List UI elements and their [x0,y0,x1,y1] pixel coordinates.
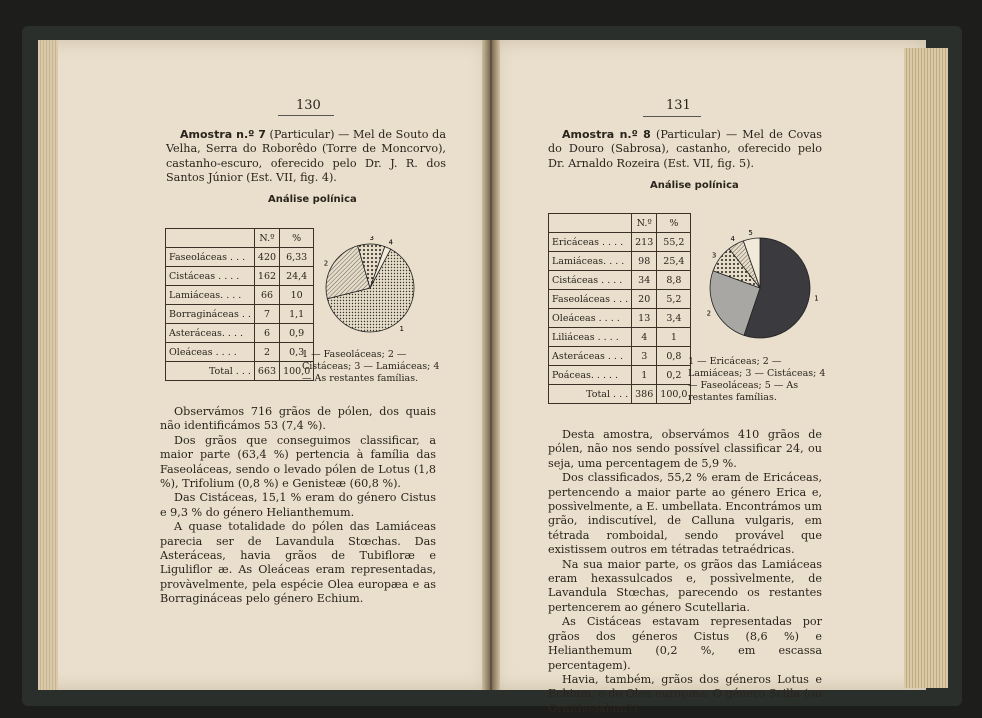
table-header-cell: % [280,229,314,248]
table-cell: 24,4 [280,267,314,286]
table-row [549,290,691,309]
pie-slice-label: 4 [730,235,736,244]
left-page-number-rule [278,115,334,116]
body-paragraph: Dos grãos que conseguimos classificar, a maior parte (63,4 %) pertencia à família das Faseoláceas, sendo o levado pólen de Lotus (1,8 %), Trifolium (0,8 %) e Genisteæ (60,8 %). [160,433,436,491]
table-row [549,252,691,271]
table-row [166,324,314,343]
body-paragraph: Na sua maior parte, os grãos das Lamiáceas eram hexassulcados e, possìvelmente, de Lavandula Stœchas, parecendo os restantes pertencerem ao género Scutellaria. [548,557,822,614]
table-cell: 3,4 [657,309,691,328]
table-cell: 213 [632,233,657,252]
pie-slice-label: 2 [323,259,329,268]
table-row [166,343,314,362]
left-pie-caption: 1 — Faseoláceas; 2 — Cistáceas; 3 — Lamiáceas; 4 — As restantes famílias. [302,349,440,384]
table-cell: Total . . . [166,362,255,381]
right-pie-caption: 1 — Ericáceas; 2 — Lamiáceas; 3 — Cistáceas; 4 — Faseoláceas; 5 — As restantes famílias. [688,356,826,403]
pie-slice-label: 3 [711,251,717,260]
table-cell: 34 [632,271,657,290]
table-cell: 13 [632,309,657,328]
table-cell: 55,2 [657,233,691,252]
table-header-cell [166,229,255,248]
left-page-edges [38,40,58,690]
pie-slice-label: 1 [814,294,819,303]
right-page-edges [904,48,948,688]
table-cell: Borragináceas . . [166,305,255,324]
left-pollen-table [165,228,314,381]
table-cell: Faseoláceas . . . [166,248,255,267]
table-cell: Liliáceas . . . . [549,328,632,347]
left-sample-text: (Particular) — Mel de Souto da Velha, Serra do Roborêdo (Torre de Moncorvo), castanho-escuro, oferecido pelo Dr. J. R. dos Santos Júnior (Est. VII, fig. 4). [166,128,446,185]
table-cell: 6,33 [280,248,314,267]
table-row [549,328,691,347]
table-cell: 0,2 [657,366,691,385]
table-total-row [166,362,314,381]
table-header-cell: % [657,214,691,233]
table-header-cell: N.º [254,229,279,248]
table-cell: Asteráceas. . . . [166,324,255,343]
left-sample-title: Amostra n.º 7 [180,128,266,141]
table-cell: Cistáceas . . . . [549,271,632,290]
table-cell: Lamiáceas. . . . [549,252,632,271]
right-sample-text: (Particular) — Mel de Covas do Douro (Sabrosa), castanho, oferecido pelo Dr. Arnaldo Rozeira (Est. VII, fig. 5). [548,128,822,170]
body-paragraph: Desta amostra, observámos 410 grãos de pólen, não nos sendo possível classificar 24, ou seja, uma percentagem de 5,9 %. [548,428,822,470]
table-cell: Lamiáceas. . . . [166,286,255,305]
table-cell: 8,8 [657,271,691,290]
table-row [549,309,691,328]
table-cell: Oleáceas . . . . [549,309,632,328]
table-cell: 3 [632,347,657,366]
table-cell: Ericáceas . . . . [549,233,632,252]
table-row [166,267,314,286]
table-cell: 663 [254,362,279,381]
table-cell: 100,0 [657,385,691,404]
left-pie-chart [318,236,430,340]
right-sample-title: Amostra n.º 8 [562,128,651,141]
table-cell: 10 [280,286,314,305]
table-row [166,305,314,324]
table-cell: 0,8 [657,347,691,366]
table-row [549,366,691,385]
body-paragraph: Das Cistáceas, 15,1 % eram do género Cistus e 9,3 % do género Helianthemum. [160,491,436,519]
table-row [166,286,314,305]
table-row [166,248,314,267]
table-header-cell: N.º [632,214,657,233]
table-cell: 1 [632,366,657,385]
table-cell: Poáceas. . . . . [549,366,632,385]
pie-slice-label: 1 [399,325,404,334]
table-row [549,271,691,290]
pie-slice-label: 5 [748,230,753,237]
right-section-heading: Análise polínica [650,180,739,191]
table-cell: 20 [632,290,657,309]
table-row [549,347,691,366]
right-pie-chart [700,230,824,346]
right-page-number: 131 [666,98,691,113]
table-cell: 1,1 [280,305,314,324]
left-sample-description [166,128,446,186]
table-cell: 66 [254,286,279,305]
body-paragraph: Dos classificados, 55,2 % eram de Ericáceas, pertencendo a maior parte ao género Erica e, possìvelmente, a E. umbellata. Encontrámos um grão, indiscutível, de Calluna vulgaris, em tétrada romboidal, sendo provável que existissem outros em tétradas tetraédricas. [548,471,822,557]
pie-slice-label: 4 [388,238,394,247]
table-header-cell [549,214,632,233]
left-section-heading: Análise polínica [268,194,357,205]
table-cell: Asteráceas . . . [549,347,632,366]
pie-slice-label: 2 [706,309,712,318]
left-page-number: 130 [296,98,321,113]
table-cell: 0,9 [280,324,314,343]
table-cell: Cistáceas . . . . [166,267,255,286]
table-cell: 25,4 [657,252,691,271]
table-cell: 5,2 [657,290,691,309]
pie-slice-label: 3 [369,236,374,243]
body-paragraph: A quase totalidade do pólen das Lamiáceas parecia ser de Lavandula Stœchas. Das Asteráceas, havia grãos de Tubifloræ e Liguliflor æ. As Oleáceas eram representadas, provàvelmente, pela espécie Olea europæa e as Borragináceas pelo género Echium. [160,520,436,606]
right-body-text [548,428,822,716]
table-cell: 98 [632,252,657,271]
table-row [549,233,691,252]
table-cell: Total . . . [549,385,632,404]
table-cell: 1 [657,328,691,347]
right-pollen-table [548,213,691,404]
table-cell: 162 [254,267,279,286]
table-cell: 7 [254,305,279,324]
table-total-row [549,385,691,404]
body-paragraph: As Cistáceas estavam representadas por grãos dos géneros Cistus (8,6 %) e Helianthemum (0,2 %, em escassa percentagem). [548,615,822,672]
right-page-number-rule [643,116,701,117]
table-cell: 100,0 [280,362,314,381]
table-cell: 0,3 [280,343,314,362]
table-cell: Oleáceas . . . . [166,343,255,362]
table-cell: 386 [632,385,657,404]
body-paragraph: Observámos 716 grãos de pólen, dos quais não identificámos 53 (7,4 %). [160,405,436,433]
table-cell: 4 [632,328,657,347]
book-gutter [482,40,500,690]
table-cell: 420 [254,248,279,267]
table-cell: 6 [254,324,279,343]
left-body-text [160,405,436,607]
table-cell: 2 [254,343,279,362]
right-sample-description [548,128,822,171]
table-header-row [549,214,691,233]
body-paragraph: Havia, também, grãos dos géneros Lotus e Echium, e de Olea europæa. O género Scilla (ou Ornithogalum?) [548,672,822,715]
table-cell: Faseoláceas . . . [549,290,632,309]
table-header-row [166,229,314,248]
